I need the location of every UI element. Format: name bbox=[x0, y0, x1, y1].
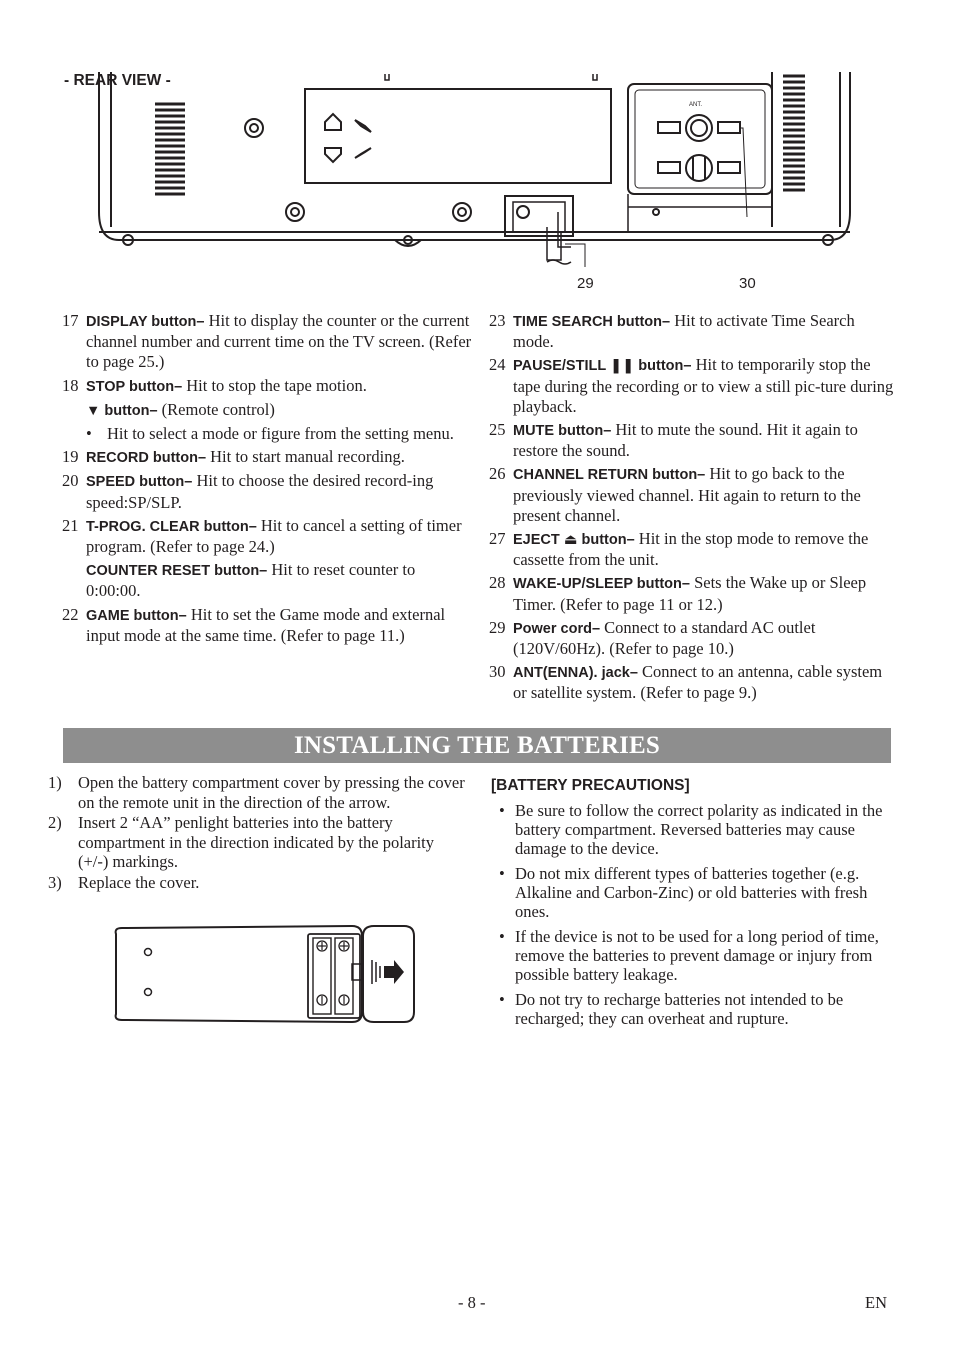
callout-30: 30 bbox=[739, 275, 756, 292]
down-button-bullet: • Hit to select a mode or figure from the setting menu. bbox=[86, 424, 454, 444]
ant-label: ANT. bbox=[689, 102, 703, 108]
item-26: 26 CHANNEL RETURN button– Hit to go back to the previously viewed channel. Hit again to return to the present channel. bbox=[489, 464, 861, 525]
item-17: 17 DISPLAY button– Hit to display the counter or the current channel number and current time on the TV screen. (Refer to page 25.) bbox=[62, 311, 472, 372]
arrow-right-icon bbox=[384, 960, 404, 984]
counter-reset-sub: COUNTER RESET button– Hit to reset counter to 0:00:00. bbox=[86, 560, 416, 601]
remote-battery-illustration bbox=[108, 922, 420, 1026]
down-button-sub: ▼ button– (Remote control) bbox=[86, 399, 275, 419]
battery-steps bbox=[48, 773, 468, 894]
precautions-title: [BATTERY PRECAUTIONS] bbox=[491, 777, 690, 794]
language-code: EN bbox=[865, 1293, 887, 1312]
left-column bbox=[62, 311, 472, 649]
rear-view-title: - REAR VIEW - bbox=[64, 72, 171, 89]
item-30: 30 ANT(ENNA). jack– Connect to an antenna, cable system or satellite system. (Refer to page 9.) bbox=[489, 662, 883, 703]
item-20: 20 SPEED button– Hit to choose the desired record-ing speed:SP/SLP. bbox=[62, 471, 434, 512]
precaution-item: • Be sure to follow the correct polarity as indicated in the battery compartment. Reversed batteries may cause damage to the device. bbox=[499, 801, 883, 858]
item-21: 21 T-PROG. CLEAR button– Hit to cancel a setting of timer program. (Refer to page 24.) bbox=[62, 515, 462, 557]
item-23: 23 TIME SEARCH button– Hit to activate Time Search mode. bbox=[489, 311, 855, 352]
item-19: 19 RECORD button– Hit to start manual recording. bbox=[62, 447, 405, 467]
item-22: 22 GAME button– Hit to set the Game mode and external input mode at the same time. (Refer to page 11.) bbox=[62, 604, 446, 645]
rear-view-diagram bbox=[95, 62, 865, 302]
callout-29: 29 bbox=[577, 275, 594, 292]
precaution-item: • If the device is not to be used for a long period of time, remove the batteries to prevent damage or injury from possible battery leakage. bbox=[499, 927, 879, 984]
step-1: 1) Open the battery compartment cover by pressing the cover on the remote unit in the direction of the arrow. bbox=[48, 773, 465, 812]
right-column bbox=[489, 311, 899, 707]
item-24: 24 PAUSE/STILL ❚❚ button– Hit to temporarily stop the tape during the recording or to view a still pic-ture during playback. bbox=[489, 355, 894, 416]
item-27: 27 EJECT ⏏ button– Hit in the stop mode to remove the cassette from the unit. bbox=[489, 529, 869, 570]
precaution-item: • Do not mix different types of batteries together (e.g. Alkaline and Carbon-Zinc) or old batteries with fresh ones. bbox=[499, 864, 868, 921]
step-2: 2) Insert 2 “AA” penlight batteries into the battery compartment in the direction indicated by the polarity (+/-) markings. bbox=[48, 813, 435, 872]
battery-precautions bbox=[491, 776, 896, 1034]
section-title: INSTALLING THE BATTERIES bbox=[63, 728, 891, 763]
page-number: - 8 - bbox=[458, 1293, 486, 1312]
precaution-item: • Do not try to recharge batteries not intended to be recharged; they can overheat and rupture. bbox=[499, 990, 844, 1028]
item-25: 25 MUTE button– Hit to mute the sound. Hit it again to restore the sound. bbox=[489, 420, 858, 461]
item-28: 28 WAKE-UP/SLEEP button– Sets the Wake up or Sleep Timer. (Refer to page 11 or 12.) bbox=[489, 573, 867, 614]
item-18: 18 STOP button– Hit to stop the tape motion. bbox=[62, 375, 367, 395]
step-3: 3) Replace the cover. bbox=[48, 872, 200, 892]
item-29: 29 Power cord– Connect to a standard AC outlet (120V/60Hz). (Refer to page 10.) bbox=[489, 617, 816, 659]
